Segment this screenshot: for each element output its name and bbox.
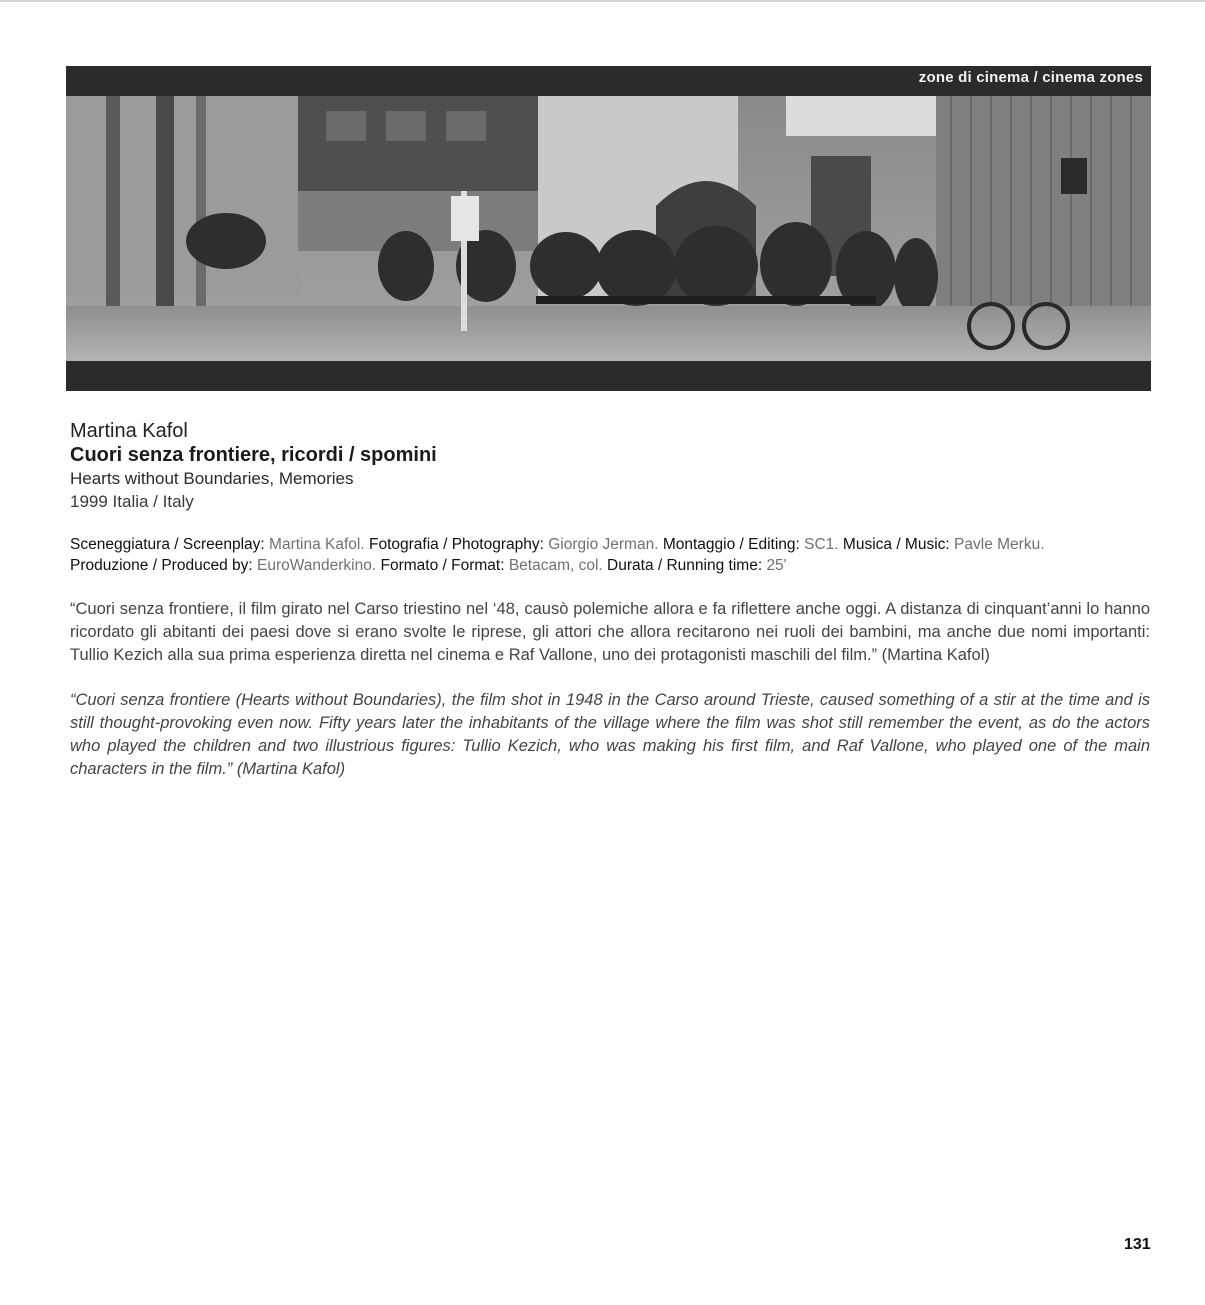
- format-value: Betacam, col.: [508, 557, 603, 574]
- photography-label: Fotografia / Photography:: [369, 536, 544, 553]
- credits-block: [70, 534, 1150, 576]
- screenplay-label: Sceneggiatura / Screenplay:: [70, 536, 265, 553]
- film-author: Martina Kafol: [70, 420, 188, 442]
- duration-label: Durata / Running time:: [607, 557, 763, 574]
- produced-label: Produzione / Produced by:: [70, 557, 253, 574]
- film-still-banner: [66, 66, 1151, 391]
- format-label: Formato / Format:: [380, 557, 505, 574]
- screenplay-value: Martina Kafol.: [269, 536, 365, 553]
- page-number: 131: [1124, 1236, 1151, 1253]
- film-still-photo: [66, 96, 1151, 361]
- produced-value: EuroWanderkino.: [256, 557, 377, 574]
- editing-label: Montaggio / Editing:: [662, 536, 800, 553]
- photography-value: Giorgio Jerman.: [548, 536, 659, 553]
- synopsis-italian: “Cuori senza frontiere, il film girato nel Carso triestino nel ‘48, causò polemiche allora e fa riflettere anche oggi. A distanza di cinquant’anni lo hanno ricordato gli abitanti dei paesi dove si erano svolte le riprese, gli attori che allora recitarono nei ruoli dei bambini, ma anche due nomi importanti: Tullio Kezich alla sua prima esperienza diretta nel cinema e Raf Vallone, uno dei protagonisti maschili del film.” (Martina Kafol): [70, 600, 1150, 664]
- synopsis-english: “Cuori senza frontiere (Hearts without Boundaries), the film shot in 1948 in the Carso around Trieste, caused something of a stir at the time and is still thought-provoking even now. Fifty years later the inhabitants of the village where the film was shot still remember the event, as do the actors who played the children and two illustrious figures: Tullio Kezich, who was making his first film, and Raf Vallone, who played one of the main characters in the film.” (Martina Kafol): [70, 691, 1150, 778]
- top-rule: [0, 0, 1205, 2]
- section-label: zone di cinema / cinema zones: [918, 69, 1143, 86]
- film-title: Cuori senza frontiere, ricordi / spomini: [70, 444, 437, 466]
- music-label: Musica / Music:: [842, 536, 950, 553]
- duration-value: 25': [766, 557, 787, 574]
- film-english-title: Hearts without Boundaries, Memories: [70, 469, 354, 488]
- music-value: Pavle Merku.: [954, 536, 1045, 553]
- editing-value: SC1.: [804, 536, 839, 553]
- film-year-country: 1999 Italia / Italy: [70, 492, 194, 511]
